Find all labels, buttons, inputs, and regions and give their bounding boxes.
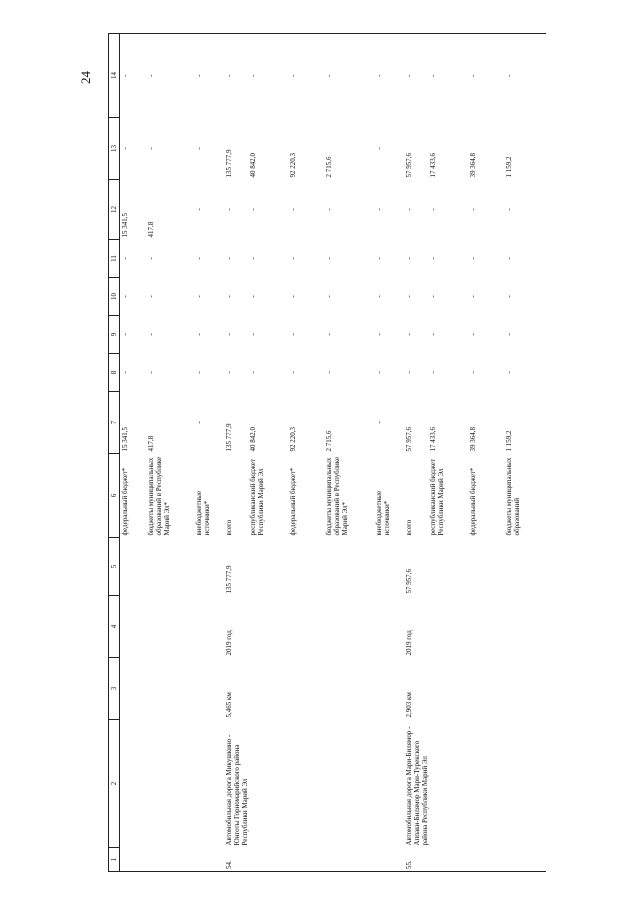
amount-cell: -	[194, 208, 203, 211]
amount-cell: -	[248, 208, 257, 211]
road-name: Автомобильная дорога Микушкино - Юнготы Горномарийского района Республики Марий Эл	[224, 734, 249, 846]
funding-source: бюджеты муниципальных образований в Республике Марий Эл*	[146, 456, 171, 536]
amount-cell: -	[194, 147, 203, 150]
amount-cell: 135 777,9	[224, 423, 233, 452]
road-length	[120, 658, 224, 720]
funding-source: всего	[404, 519, 413, 536]
amount-cell: -	[468, 208, 477, 211]
amount-cell: -	[468, 371, 477, 374]
amount-cell: -	[504, 371, 513, 374]
table-row	[224, 34, 248, 872]
amount-cell: 1 159,2	[504, 156, 513, 178]
amount-cell: -	[468, 333, 477, 336]
road-length: 5,465 км	[224, 692, 233, 718]
amount-cell: 92 220,3	[288, 427, 297, 452]
amount-cell: -	[224, 74, 233, 77]
year	[120, 596, 224, 658]
column-number: 6	[109, 454, 120, 538]
column-number: 8	[109, 354, 120, 392]
column-number-row	[109, 34, 120, 872]
column-number: 2	[109, 720, 120, 848]
amount-cell: 17 433,6	[428, 427, 437, 452]
amount-cell: -	[146, 333, 155, 336]
amount-cell: -	[324, 371, 333, 374]
column-number: 14	[109, 34, 120, 118]
amount-cell: 417,8	[146, 221, 155, 238]
amount-cell: -	[404, 371, 413, 374]
amount-cell: -	[248, 257, 257, 260]
amount-cell: 39 364,8	[468, 153, 477, 178]
amount-cell: -	[224, 295, 233, 298]
amount-cell: -	[146, 257, 155, 260]
amount-cell: -	[324, 333, 333, 336]
funding-source: бюджеты муниципальных образований в Республике Марий Эл*	[324, 456, 349, 536]
amount-cell: 15 341,5	[121, 427, 129, 452]
amount-cell: -	[404, 257, 413, 260]
amount-cell: -	[288, 333, 297, 336]
amount-cell: 57 957,6	[404, 153, 413, 178]
amount-cell: 135 777,9	[224, 149, 233, 178]
table-row	[120, 34, 146, 872]
column-number: 9	[109, 316, 120, 354]
funding-source: всего	[224, 519, 233, 536]
row-number: 55.	[404, 860, 413, 869]
amount-cell: -	[194, 371, 203, 374]
road-name: Автомобильная дорога Мари-Билямор - Аппаки-Билямор Мари-Турекского района Республики Марий Эл	[404, 726, 429, 846]
page-number: 24	[78, 71, 93, 84]
amount-cell: -	[468, 257, 477, 260]
amount-cell: -	[194, 295, 203, 298]
amount-cell: -	[374, 74, 383, 77]
funding-source: федеральный бюджет*	[121, 467, 129, 536]
amount-cell: -	[428, 257, 437, 260]
amount-cell: -	[374, 333, 383, 336]
amount-cell: -	[374, 421, 383, 424]
amount-cell: -	[428, 208, 437, 211]
amount-cell: -	[224, 208, 233, 211]
total-cost	[120, 538, 224, 596]
amount-cell: 2 715,6	[324, 430, 333, 452]
funding-source: республиканский бюджет Республики Марий Эл	[428, 459, 445, 536]
amount-cell: -	[248, 333, 257, 336]
funding-source: федеральный бюджет*	[288, 467, 297, 536]
amount-cell: -	[194, 74, 203, 77]
amount-cell: 40 842,0	[248, 153, 257, 178]
column-number: 12	[109, 180, 120, 240]
funding-source: внебюджетные источники*	[194, 490, 211, 536]
funding-source: бюджеты муниципальных образований	[504, 457, 521, 536]
amount-cell: 15 341,5	[121, 213, 129, 238]
funding-source: федеральный бюджет*	[468, 467, 477, 536]
amount-cell: -	[121, 371, 129, 374]
amount-cell: -	[248, 74, 257, 77]
amount-cell: -	[248, 295, 257, 298]
year: 2019 год	[404, 630, 413, 656]
amount-cell: -	[324, 295, 333, 298]
amount-cell: -	[288, 74, 297, 77]
column-number: 3	[109, 658, 120, 720]
amount-cell: -	[224, 257, 233, 260]
amount-cell: -	[194, 333, 203, 336]
road-length: 2,903 км	[404, 692, 413, 718]
amount-cell: -	[504, 333, 513, 336]
amount-cell: 1 159,2	[504, 430, 513, 452]
amount-cell: -	[146, 147, 155, 150]
amount-cell: 92 220,3	[288, 153, 297, 178]
amount-cell: -	[146, 295, 155, 298]
amount-cell: 39 364,8	[468, 427, 477, 452]
amount-cell: -	[288, 295, 297, 298]
amount-cell: -	[404, 295, 413, 298]
amount-cell: 17 433,6	[428, 153, 437, 178]
table-row	[404, 34, 428, 872]
year: 2019 год	[224, 630, 233, 656]
amount-cell: -	[404, 333, 413, 336]
amount-cell: -	[468, 74, 477, 77]
column-number: 7	[109, 392, 120, 454]
amount-cell: -	[288, 208, 297, 211]
amount-cell: -	[248, 371, 257, 374]
amount-cell: -	[324, 208, 333, 211]
table-body	[120, 34, 546, 872]
amount-cell: -	[121, 295, 129, 298]
amount-cell: -	[121, 147, 129, 150]
amount-cell: -	[374, 371, 383, 374]
amount-cell: -	[468, 295, 477, 298]
amount-cell: 40 842,0	[248, 427, 257, 452]
column-number: 13	[109, 118, 120, 180]
amount-cell: -	[504, 295, 513, 298]
column-number: 5	[109, 538, 120, 596]
column-number: 1	[109, 848, 120, 872]
amount-cell: 417,8	[146, 435, 155, 452]
amount-cell: -	[504, 74, 513, 77]
column-number: 11	[109, 240, 120, 278]
amount-cell: -	[288, 257, 297, 260]
amount-cell: -	[146, 371, 155, 374]
amount-cell: -	[428, 371, 437, 374]
amount-cell: -	[374, 257, 383, 260]
row-number	[120, 848, 224, 872]
amount-cell: -	[194, 421, 203, 424]
total-cost: 57 957,6	[404, 569, 413, 594]
amount-cell: -	[504, 208, 513, 211]
amount-cell: 57 957,6	[404, 427, 413, 452]
amount-cell: -	[428, 295, 437, 298]
row-number: 54.	[224, 860, 233, 869]
amount-cell: -	[121, 257, 129, 260]
column-number: 10	[109, 278, 120, 316]
budget-table	[108, 33, 546, 872]
amount-cell: -	[404, 74, 413, 77]
amount-cell: -	[324, 257, 333, 260]
funding-source: республиканский бюджет Республики Марий Эл	[248, 459, 265, 536]
amount-cell: -	[428, 333, 437, 336]
amount-cell: -	[224, 333, 233, 336]
amount-cell: -	[121, 333, 129, 336]
amount-cell: -	[428, 74, 437, 77]
funding-source: внебюджетные источники*	[374, 490, 391, 536]
amount-cell: -	[374, 208, 383, 211]
amount-cell: -	[194, 257, 203, 260]
rotated-table-container	[108, 34, 548, 872]
total-cost: 135 777,9	[224, 565, 233, 594]
amount-cell: -	[224, 371, 233, 374]
amount-cell: 2 715,6	[324, 156, 333, 178]
amount-cell: -	[324, 74, 333, 77]
amount-cell: -	[146, 74, 155, 77]
column-number: 4	[109, 596, 120, 658]
amount-cell: -	[374, 147, 383, 150]
amount-cell: -	[121, 74, 129, 77]
amount-cell: -	[504, 257, 513, 260]
amount-cell: -	[404, 208, 413, 211]
amount-cell: -	[288, 371, 297, 374]
amount-cell: -	[374, 295, 383, 298]
road-name	[120, 720, 224, 848]
